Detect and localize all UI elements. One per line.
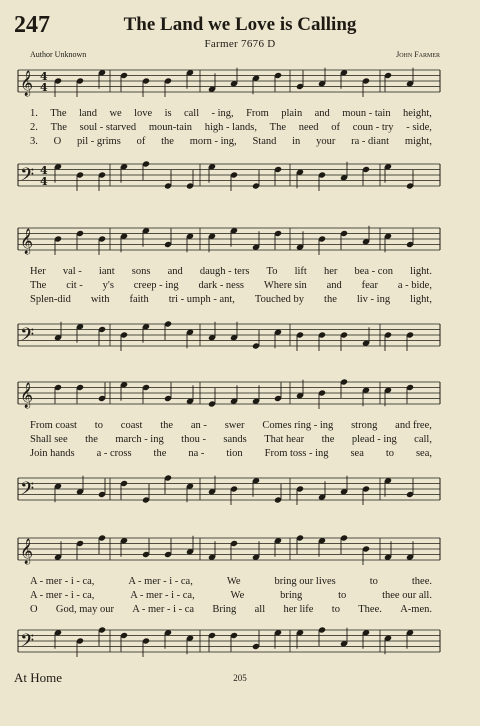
lyric-line <box>30 590 432 601</box>
lyric-syllable: and <box>314 108 330 119</box>
lyric-syllable: all <box>254 604 266 615</box>
lyric-syllable: to <box>369 576 378 587</box>
lyric-syllable: land <box>78 108 98 119</box>
lyric-syllable: with <box>90 294 110 305</box>
lyric-syllable: and <box>326 280 342 291</box>
lyric-syllable: The <box>50 108 67 119</box>
lyric-line <box>30 420 432 431</box>
music-staff-bass <box>0 468 480 516</box>
footer-category: At Home <box>14 670 63 685</box>
composer-credit: John Farmer <box>396 50 440 59</box>
lyric-syllable: call, <box>414 434 432 445</box>
lyric-syllable: the <box>160 420 174 431</box>
lyric-line <box>30 576 432 587</box>
lyric-syllable: of <box>136 136 146 147</box>
lyric-syllable: high - lands, <box>204 122 257 133</box>
lyric-syllable: the <box>321 434 335 445</box>
lyric-syllable: A - mer - i - ca, <box>30 590 95 601</box>
music-staff-bass <box>0 154 480 202</box>
lyric-syllable: A - mer - i - ca <box>132 604 195 615</box>
lyric-syllable: thee. <box>411 576 432 587</box>
lyric-line <box>30 108 432 119</box>
music-staff-bass <box>0 314 480 362</box>
lyric-syllable: Bring <box>212 604 237 615</box>
lyric-syllable: Splen-did <box>30 294 71 305</box>
lyric-syllable: cit - <box>66 280 83 291</box>
lyric-syllable: a - bide, <box>397 280 432 291</box>
lyric-syllable: love <box>134 108 153 119</box>
lyric-syllable: Comes ring - ing <box>262 420 334 431</box>
treble-clef-icon: 𝄞 <box>20 383 34 408</box>
lyric-syllable: Her <box>30 266 46 277</box>
music-staff-treble <box>0 372 480 420</box>
music-staff-treble <box>0 528 480 576</box>
lyric-syllable: faith <box>129 294 149 305</box>
lyric-line <box>30 280 432 291</box>
lyric-syllable: - ing, <box>211 108 234 119</box>
lyric-syllable: sons <box>131 266 151 277</box>
lyric-syllable: to <box>94 420 103 431</box>
lyric-syllable: pil - grims <box>77 136 121 147</box>
lyric-syllable: plead - ing <box>351 434 397 445</box>
lyric-syllable: tri - umph - ant, <box>168 294 235 305</box>
lyric-syllable: We <box>230 590 245 601</box>
lyric-syllable: O <box>53 136 62 147</box>
lyric-syllable: 3. <box>30 136 38 147</box>
lyric-syllable: light. <box>410 266 432 277</box>
lyric-syllable: in <box>292 136 301 147</box>
lyric-syllable: a - cross <box>96 448 132 459</box>
music-staff-bass <box>0 620 480 668</box>
lyric-syllable: To <box>266 266 278 277</box>
lyric-syllable: strong <box>351 420 378 431</box>
lyric-syllable: tion <box>226 448 243 459</box>
lyric-syllable: morn - ing, <box>189 136 237 147</box>
lyric-syllable: Where sin <box>263 280 307 291</box>
time-signature: 4 <box>40 175 48 188</box>
lyric-syllable: and free, <box>395 420 432 431</box>
lyric-syllable: 2. <box>30 122 38 133</box>
time-signature: 4 <box>40 164 48 177</box>
lyric-syllable: her <box>323 266 338 277</box>
lyric-syllable: and <box>167 266 183 277</box>
lyric-syllable: A - mer - i - ca, <box>128 576 193 587</box>
lyric-syllable: sea <box>350 448 364 459</box>
lyric-syllable: the <box>161 136 174 147</box>
lyric-syllable: height, <box>403 108 432 119</box>
lyric-syllable: bea - con <box>354 266 393 277</box>
lyric-syllable: soul - starved <box>79 122 137 133</box>
lyric-syllable: light, <box>410 294 432 305</box>
lyric-syllable: O <box>30 604 38 615</box>
lyric-line <box>30 448 432 459</box>
lyric-syllable: 1. <box>30 108 38 119</box>
lyric-syllable: The <box>30 280 47 291</box>
lyric-syllable: the <box>85 434 98 445</box>
lyric-syllable: iant <box>98 266 115 277</box>
lyric-syllable: na - <box>188 448 205 459</box>
music-staff-treble <box>0 60 480 108</box>
lyric-syllable: of <box>331 122 340 133</box>
lyric-syllable: liv - ing <box>356 294 391 305</box>
hymn-number: 247 <box>14 12 50 38</box>
lyric-syllable: thou - <box>181 434 206 445</box>
lyric-syllable: From <box>246 108 269 119</box>
lyric-syllable: A - mer - i - ca, <box>30 576 95 587</box>
lyric-syllable: need <box>298 122 319 133</box>
lyric-syllable: y's <box>102 280 114 291</box>
bass-clef-icon: 𝄢 <box>20 325 35 350</box>
bass-clef-icon: 𝄢 <box>20 631 35 656</box>
lyric-syllable: A - mer - i - ca, <box>130 590 195 601</box>
lyric-syllable: daugh - ters <box>199 266 250 277</box>
lyric-syllable: thee our all. <box>382 590 432 601</box>
bass-clef-icon: 𝄢 <box>20 165 35 190</box>
lyric-syllable: Stand <box>252 136 277 147</box>
page-number: 205 <box>233 673 247 683</box>
lyric-syllable: moun - tain <box>342 108 391 119</box>
lyric-syllable: creep - ing <box>133 280 179 291</box>
lyric-syllable: sands <box>223 434 247 445</box>
lyric-syllable: Thee. <box>358 604 382 615</box>
lyric-syllable: The <box>269 122 286 133</box>
lyric-syllable: Shall see <box>30 434 68 445</box>
author-credit: Author Unknown <box>30 50 87 59</box>
lyric-syllable: moun-tain <box>148 122 193 133</box>
lyric-syllable: bring our lives <box>274 576 336 587</box>
lyric-line <box>30 604 432 615</box>
time-signature: 4 <box>40 81 48 94</box>
lyric-syllable: coast <box>120 420 143 431</box>
lyric-syllable: From toss - ing <box>264 448 329 459</box>
lyric-line <box>30 294 432 305</box>
lyric-syllable: to <box>385 448 394 459</box>
music-staff-treble <box>0 218 480 266</box>
treble-clef-icon: 𝄞 <box>20 71 34 96</box>
lyric-syllable: we <box>109 108 122 119</box>
lyric-syllable: bring <box>280 590 303 601</box>
lyric-syllable: - side, <box>406 122 432 133</box>
lyric-syllable: Join hands <box>30 448 75 459</box>
lyric-syllable: the <box>153 448 167 459</box>
lyric-syllable: We <box>226 576 241 587</box>
lyric-syllable: the <box>324 294 337 305</box>
lyric-syllable: swer <box>224 420 245 431</box>
lyric-syllable: march - ing <box>115 434 164 445</box>
treble-clef-icon: 𝄞 <box>20 539 34 564</box>
lyric-syllable: dark - ness <box>198 280 245 291</box>
lyric-syllable: From coast <box>30 420 77 431</box>
lyric-syllable: call <box>183 108 200 119</box>
tune-name: Farmer 7676 D <box>204 38 276 50</box>
lyric-syllable: plain <box>281 108 303 119</box>
lyric-syllable: is <box>164 108 172 119</box>
lyric-syllable: an - <box>190 420 207 431</box>
lyric-syllable: val - <box>62 266 82 277</box>
lyric-line <box>30 136 432 147</box>
lyric-syllable: to <box>338 590 347 601</box>
lyric-syllable: might, <box>404 136 432 147</box>
hymn-title: The Land we Love is Calling <box>123 14 357 35</box>
lyric-syllable: to <box>331 604 340 615</box>
lyric-syllable: coun - try <box>352 122 394 133</box>
lyric-syllable: Touched by <box>254 294 305 305</box>
lyric-syllable: ra - diant <box>351 136 390 147</box>
lyric-syllable: lift <box>294 266 307 277</box>
lyric-syllable: The <box>50 122 67 133</box>
lyric-syllable: sea, <box>415 448 432 459</box>
lyric-syllable: That hear <box>264 434 305 445</box>
time-signature: 4 <box>40 70 48 83</box>
lyric-syllable: her life <box>283 604 314 615</box>
treble-clef-icon: 𝄞 <box>20 229 34 254</box>
lyric-syllable: A-men. <box>400 604 432 615</box>
lyric-syllable: fear <box>361 280 378 291</box>
lyric-line <box>30 434 432 445</box>
lyric-line <box>30 266 432 277</box>
lyric-syllable: God, may our <box>55 604 114 615</box>
bass-clef-icon: 𝄢 <box>20 479 35 504</box>
lyric-syllable: your <box>316 136 336 147</box>
lyric-line <box>30 122 432 133</box>
